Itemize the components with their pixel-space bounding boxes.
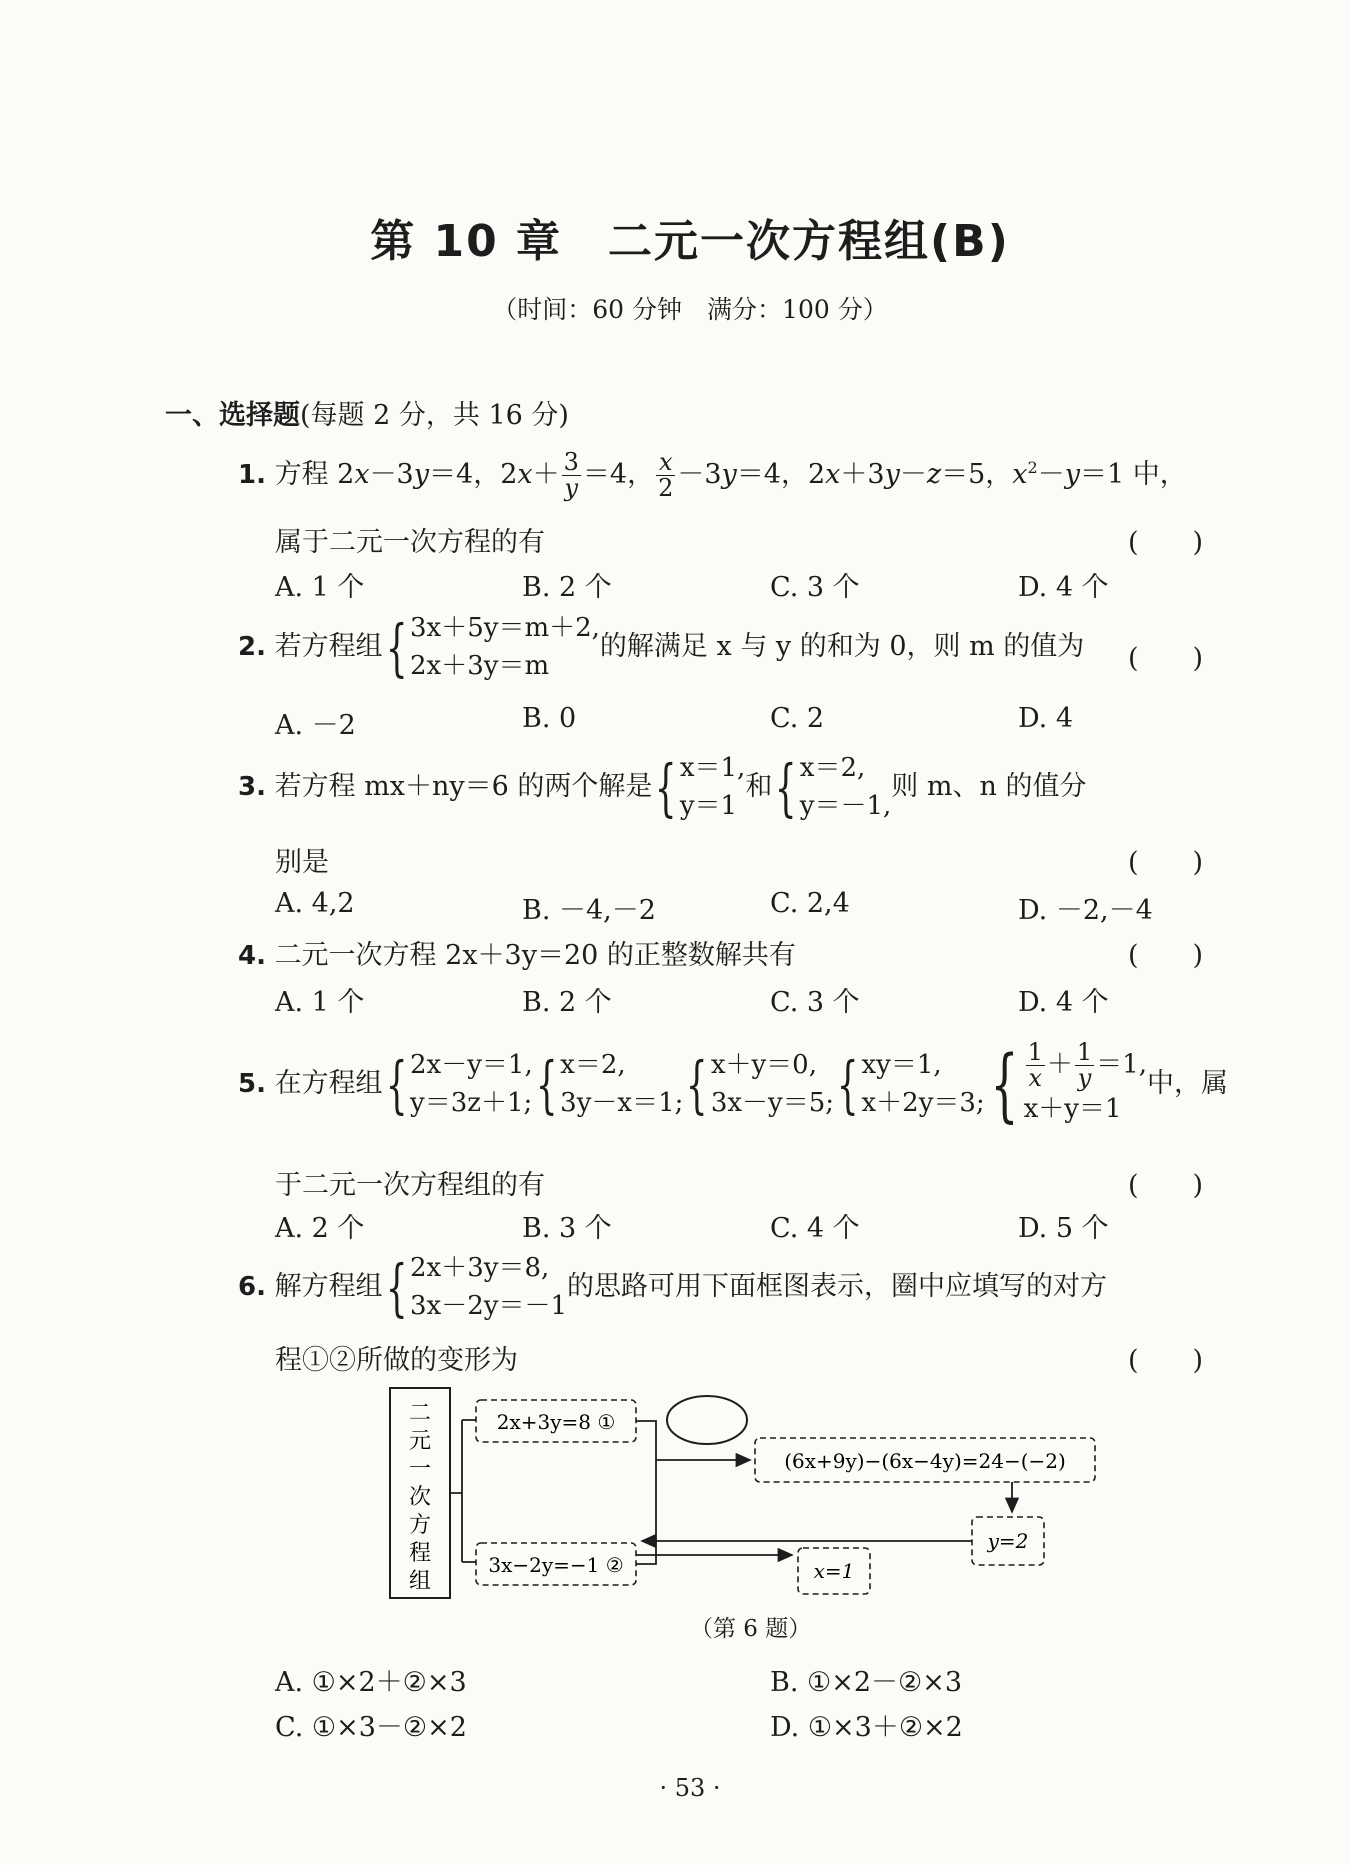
equation-2-label: 3x−2y=−1 ② [488,1553,624,1577]
option-2d[interactable]: D. 4 [1018,703,1074,734]
question-3: 3. 若方程 mx＋ny＝6 的两个解是 { x＝1, y＝1 和 { x＝2, y＝－1, 则 m、n 的值分 [238,750,1087,824]
system-5-2: { x＝2, 3y－x＝1; [535,1047,684,1121]
system-5-3: { x＋y＝0, 3x－y＝5; [686,1047,835,1121]
question-3-line2: 别是 [275,847,329,878]
solution-system-1: { x＝1, y＝1 [655,750,746,824]
question-2 [238,610,1084,685]
solution-flow-diagram [380,1380,1110,1610]
chapter-title: 第 10 章 二元一次方程组(B) [370,216,1010,267]
question-6-lead: 解方程组 [274,1271,383,1303]
option-5a[interactable]: A. 2 个 [275,1213,365,1244]
label-char: 程 [408,1541,432,1566]
exam-subtitle: （时间：60 分钟 满分：100 分） [492,295,888,324]
option-6d[interactable]: D. ①×3＋②×2 [770,1712,963,1743]
question-1 [238,450,1187,501]
page-number: · 53 · [659,1774,721,1802]
answer-blank-5[interactable]: ( ) [1128,1170,1204,1201]
answer-blank-4[interactable]: ( ) [1128,940,1204,971]
answer-blank-6[interactable]: ( ) [1128,1345,1204,1376]
question-3-lead: 若方程 mx＋ny＝6 的两个解是 [274,771,653,803]
option-1b[interactable]: B. 2 个 [522,572,612,603]
question-2-lead: 若方程组 [274,631,383,663]
label-char: 一 [408,1457,432,1482]
option-4c[interactable]: C. 3 个 [770,987,860,1018]
answer-blank-1[interactable]: ( ) [1128,527,1204,558]
option-3c[interactable]: C. 2,4 [770,888,850,919]
option-2a[interactable]: A. －2 [275,710,356,741]
option-4b[interactable]: B. 2 个 [522,987,612,1018]
question-number: 3. [238,772,266,803]
option-5d[interactable]: D. 5 个 [1018,1213,1109,1244]
question-6-line2: 程①②所做的变形为 [275,1345,518,1376]
system-5-5: { $\frac{1}{x}$ ＋ $\frac{1}{y}$ ＝1, x＋y＝1 [990,1037,1147,1131]
option-5c[interactable]: C. 4 个 [770,1213,860,1244]
question-5-tail: 中，属 [1146,1068,1228,1100]
label-char: 次 [408,1485,432,1510]
figure-caption: （第 6 题） [690,1616,812,1642]
label-char: 方 [408,1513,432,1538]
option-4a[interactable]: A. 1 个 [275,987,365,1018]
question-1-line2: 属于二元一次方程的有 [275,527,545,558]
system-label [409,1401,431,1594]
question-number: 5. [238,1069,266,1100]
question-5-lead: 在方程组 [274,1068,383,1100]
question-5 [238,1037,1228,1131]
option-1d[interactable]: D. 4 个 [1018,572,1109,603]
label-char: 组 [408,1569,432,1594]
question-number: 2. [238,632,266,663]
section-label: 一、选择题 [165,400,300,431]
question-3-tail: 则 m、n 的值分 [891,771,1087,803]
equation-1-label: 2x+3y=8 ① [496,1410,616,1434]
question-5-line2: 于二元一次方程组的有 [275,1170,545,1201]
equation-system: { 3x＋5y＝m＋2, 2x＋3y＝m [385,610,600,684]
combined-equation-label: (6x+9y)−(6x−4y)=24−(−2) [784,1449,1066,1473]
option-3d[interactable]: D. －2,－4 [1018,895,1153,926]
question-number: 1. [238,460,266,491]
section-note: (每题 2 分，共 16 分) [300,400,569,431]
question-4-stem: 二元一次方程 2x＋3y＝20 的正整数解共有 [274,940,796,971]
option-2c[interactable]: C. 2 [770,703,825,734]
x-result-label: x=1 [813,1559,855,1583]
solution-system-2: { x＝2, y＝－1, [775,750,892,824]
section-heading [165,393,569,432]
question-number: 4. [238,941,266,971]
option-6b[interactable]: B. ①×2－②×3 [770,1667,963,1698]
system-5-1: { 2x－y＝1, y＝3z＋1; [385,1047,533,1121]
answer-blank-2[interactable]: ( ) [1128,643,1204,674]
option-3b[interactable]: B. －4,－2 [522,895,656,926]
y-result-label: y=2 [987,1529,1029,1553]
question-6 [238,1250,1107,1325]
option-6a[interactable]: A. ①×2＋②×3 [275,1667,467,1698]
option-4d[interactable]: D. 4 个 [1018,987,1109,1018]
question-1-stem: 方程 2x－3y＝4，2x＋ $\frac{3}{y}$ ＝4， $\frac{x}{2}$ －3y＝4，2x＋3y－z＝5，$x^2-y=1$ 中， [274,448,1187,503]
option-6c[interactable]: C. ①×3－②×2 [275,1712,467,1743]
option-5b[interactable]: B. 3 个 [522,1213,612,1244]
label-char: 二 [408,1401,432,1426]
option-2b[interactable]: B. 0 [522,703,577,734]
label-char: 元 [408,1429,432,1454]
question-2-tail: 的解满足 x 与 y 的和为 0，则 m 的值为 [599,631,1085,663]
option-1a[interactable]: A. 1 个 [275,572,365,603]
option-3a[interactable]: A. 4,2 [275,888,355,919]
blank-circle[interactable] [667,1396,747,1444]
system-5-4: { xy＝1, x＋2y＝3; [836,1047,985,1121]
question-6-tail: 的思路可用下面框图表示，圈中应填写的对方 [567,1271,1107,1303]
question-number: 6. [238,1272,266,1303]
answer-blank-3[interactable]: ( ) [1128,847,1204,878]
question-4 [238,933,796,972]
option-1c[interactable]: C. 3 个 [770,572,860,603]
equation-system: { 2x＋3y＝8, 3x－2y＝－1 [385,1250,567,1324]
